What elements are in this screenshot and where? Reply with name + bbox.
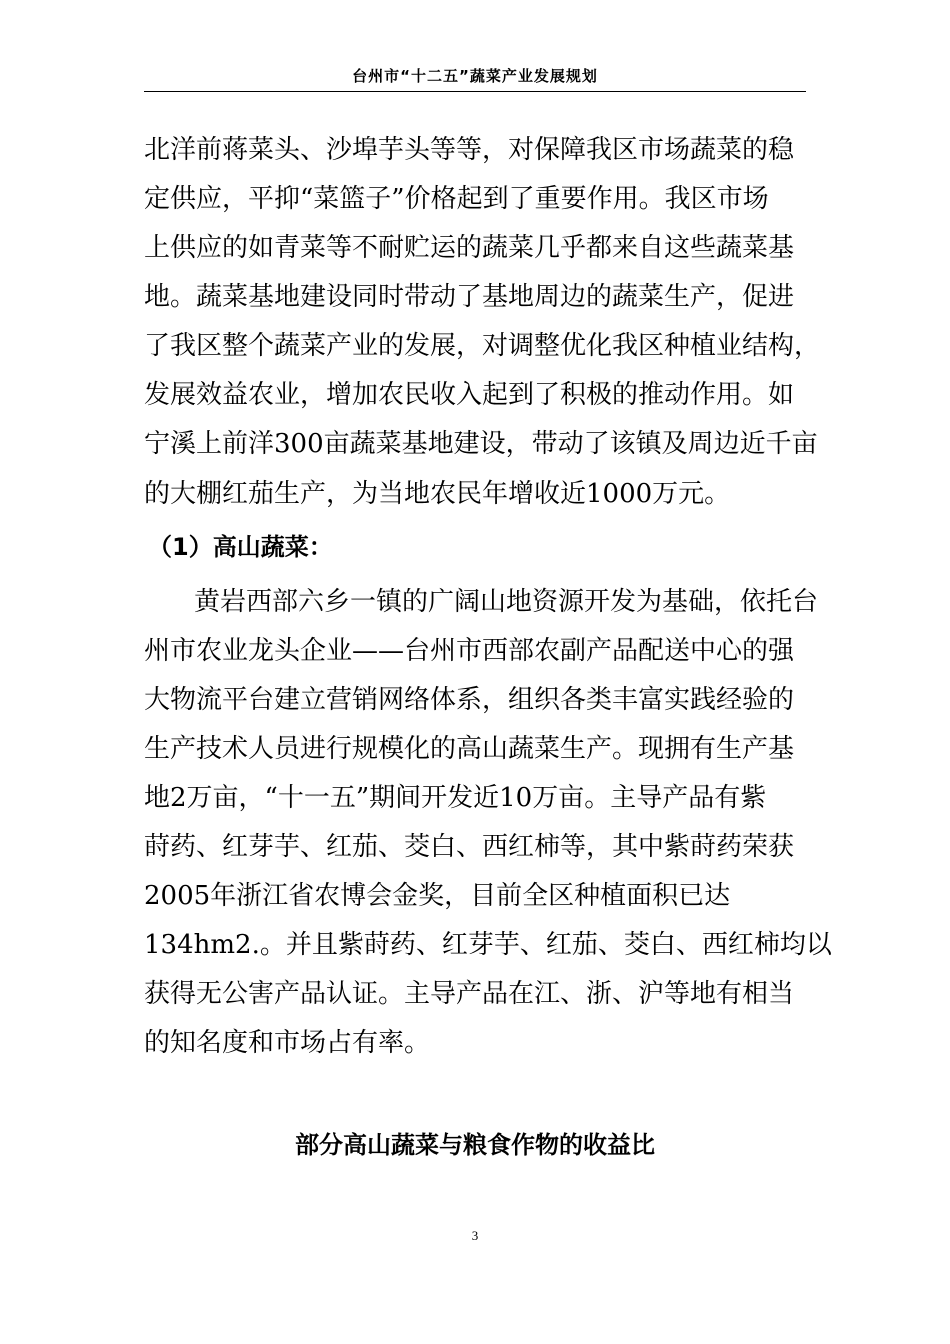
- header-divider: [144, 91, 806, 92]
- paragraph-2-line-5: 地2万亩，“十一五”期间开发近10万亩。主导产品有紫: [144, 783, 767, 813]
- paragraph-2-line-1: 黄岩西部六乡一镇的广阔山地资源开发为基础，依托台: [168, 587, 819, 617]
- paragraph-1-line-7: 宁溪上前洋300亩蔬菜基地建设，带动了该镇及周边近千亩: [144, 429, 818, 459]
- paragraph-1-line-6: 发展效益农业，增加农民收入起到了积极的推动作用。如: [144, 380, 795, 410]
- page-number: 3: [471, 1228, 479, 1243]
- paragraph-2-line-7: 2005年浙江省农博会金奖，目前全区种植面积已达: [144, 881, 731, 911]
- paragraph-2-line-3: 大物流平台建立营销网络体系，组织各类丰富实践经验的: [144, 685, 795, 715]
- section-heading-alpine-vegetables: （1）高山蔬菜：: [148, 533, 333, 561]
- table-title: 部分高山蔬菜与粮食作物的收益比: [295, 1131, 655, 1159]
- paragraph-1-line-2: 定供应，平抑“菜篮子”价格起到了重要作用。我区市场: [144, 184, 769, 214]
- paragraph-2-line-4: 生产技术人员进行规模化的高山蔬菜生产。现拥有生产基: [144, 734, 795, 764]
- paragraph-1-line-1: 北洋前蒋菜头、沙埠芋头等等，对保障我区市场蔬菜的稳: [144, 135, 795, 165]
- paragraph-1-line-5: 了我区整个蔬菜产业的发展，对调整优化我区种植业结构，: [144, 331, 821, 361]
- paragraph-2-line-10: 的知名度和市场占有率。: [144, 1028, 431, 1058]
- paragraph-2-line-8: 134hm2.。并且紫莳药、红芽芋、红茄、茭白、西红柿均以: [144, 930, 832, 960]
- paragraph-2-line-9: 获得无公害产品认证。主导产品在江、浙、沪等地有相当: [144, 979, 795, 1009]
- paragraph-1-line-3: 上供应的如青菜等不耐贮运的蔬菜几乎都来自这些蔬菜基: [144, 233, 795, 263]
- paragraph-1-line-8: 的大棚红茄生产，为当地农民年增收近1000万元。: [144, 479, 731, 509]
- paragraph-2-line-2: 州市农业龙头企业——台州市西部农副产品配送中心的强: [144, 636, 795, 666]
- page-header-title: 台州市“十二五”蔬菜产业发展规划: [352, 67, 598, 85]
- paragraph-1-line-4: 地。蔬菜基地建设同时带动了基地周边的蔬菜生产，促进: [144, 282, 795, 312]
- paragraph-2-line-6: 莳药、红芽芋、红茄、茭白、西红柿等，其中紫莳药荣获: [144, 832, 795, 862]
